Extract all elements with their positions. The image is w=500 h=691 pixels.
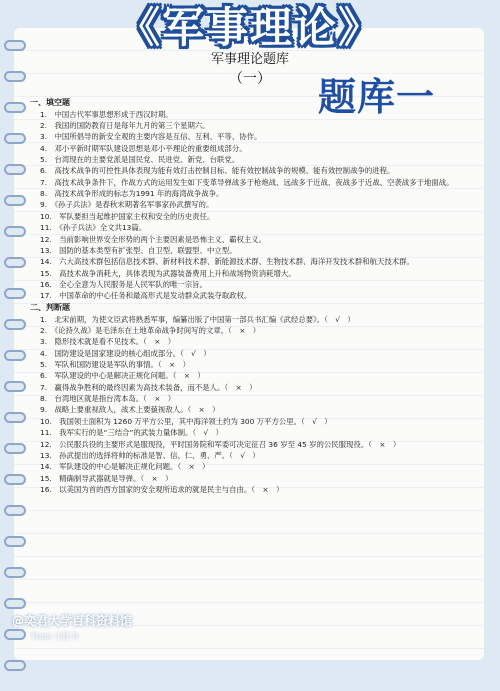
spiral-ring-icon [4, 133, 26, 144]
spiral-ring-icon [4, 71, 26, 82]
handwritten-annotation: 题库一 [318, 74, 436, 119]
question-item: 12. 当前影响世界安全形势的两个主要因素是恐怖主义、霸权主义。 [40, 234, 267, 244]
document-subtitle: （一） [229, 71, 271, 87]
question-item: 8. 台湾地区就是指台湾本岛。（ × ） [40, 394, 176, 404]
spiral-ring-icon [4, 164, 26, 175]
section-heading-true-false: 二、判断题 [30, 303, 70, 313]
question-item: 7. 高技术战争条件下，作战方式的运用发生如下变革导弹战多于枪炮战、远战多于近战、夜战多于近战、空袭战多于地面战。 [40, 177, 454, 187]
watermark-author: @奕君大学百科资料馆 [12, 614, 133, 628]
spiral-ring-icon [4, 567, 26, 578]
question-item: 8. 高技术战争形成的标志为1991 年的海湾战争战争。 [40, 189, 224, 199]
question-item: 6. 高技术战争的可控性具体表现为能有效打击控制目标、能有效控制战争的规模、能有效控制战争的进程。 [40, 166, 395, 176]
spiral-ring-icon [4, 257, 26, 268]
question-item: 9. 《孙子兵法》是春秋末期著名军事家孙武撰写的。 [40, 200, 214, 210]
question-item: 3. 中国所倡导的新安全观的主要内容是互信、互利、平等、协作。 [40, 132, 262, 142]
question-item: 11. 我军实行的是“三结合”的武装力量体制。（ √ ） [40, 428, 224, 438]
spiral-ring-icon [4, 102, 26, 113]
question-item: 14. 军队建设的中心是解决正规化问题。（ × ） [40, 462, 210, 472]
question-item: 3. 隐形技术就是看不见技术。（ × ） [40, 337, 176, 347]
spiral-ring-icon [4, 536, 26, 547]
question-item: 5. 台湾现在的主要党派是国民党、民进党、新党、台联党。 [40, 154, 240, 164]
question-item: 1. 北宋前期，为使文臣武将熟悉军事，编纂出版了中国第一部兵书汇编《武经总要》。（ √ ） [40, 314, 355, 324]
watermark-source: From 小红书 [32, 632, 79, 641]
spiral-ring-icon [4, 288, 26, 299]
question-item: 17. 中国革命的中心任务和最高形式是发动群众武装夺取政权。 [40, 291, 252, 301]
question-item: 6. 军队建设的中心是解决正规化问题。（ × ） [40, 371, 205, 381]
spiral-ring-icon [4, 195, 26, 206]
spiral-ring-icon [4, 443, 26, 454]
question-item: 4. 国防建设是国家建设的核心组成部分。（ √ ） [40, 348, 211, 358]
spiral-ring-icon [4, 505, 26, 516]
question-item: 15. 高技术战争消耗大，具体表现为武器装备费用上升和战场物资消耗增大。 [40, 268, 296, 278]
question-item: 10. 军队要担当起维护国家主权和安全的历史责任。 [40, 211, 215, 221]
banner-title: 《军事理论》 [117, 3, 382, 52]
question-item: 5. 军队和国防建设是军队的事情。（ × ） [40, 360, 190, 370]
question-item: 2. 我国的国防教育日是每年九月的第三个星期六。 [40, 120, 210, 130]
spiral-ring-icon [4, 381, 26, 392]
spiral-binding [4, 40, 24, 691]
spiral-ring-icon [4, 629, 26, 640]
question-item: 11. 《孙子兵法》全文共13篇。 [40, 223, 147, 233]
section-heading-fill-in: 一、填空题 [30, 98, 70, 107]
question-item: 9. 战略上要重视敌人，战术上要藐视敌人。（ × ） [40, 405, 220, 415]
question-item: 15. 精确制导武器就是导弹。（ × ） [40, 473, 173, 483]
spiral-ring-icon [4, 350, 26, 361]
question-item: 12. 公民服兵役的主要形式是服现役，平时国务院和军委可决定征召 36 岁至 45 岁的公民服现役。（ × ） [40, 439, 401, 449]
question-item: 16. 以美国为首的西方国家的安全观所追求的就是民主与自由。（ × ） [40, 485, 284, 494]
question-item: 1. 中国古代军事思想形成于西汉时期。 [40, 109, 173, 119]
question-item: 13. 国防的基本类型有扩张型、自卫型、联盟型、中立型。 [40, 245, 237, 255]
spiral-ring-icon [4, 412, 26, 423]
spiral-ring-icon [4, 660, 26, 671]
question-item: 2. 《论持久战》是毛泽东在土地革命战争时间写的文章。（ × ） [40, 325, 261, 335]
question-item: 7. 赢得战争胜利的最终因素为高技术装备，而不是人。（ × ） [40, 382, 257, 392]
spiral-ring-icon [4, 226, 26, 237]
spiral-ring-icon [4, 319, 26, 330]
question-item: 4. 邓小平新时期军队建设思想是邓小平理论的重要组成部分。 [40, 143, 247, 153]
question-content [30, 96, 478, 496]
question-item: 10. 我国领土面积为 1260 万平方公里，其中海洋领土约为 300 万平方公里。（ √ ） [40, 416, 332, 426]
question-item: 16. 全心全意为人民服务是人民军队的唯一宗旨。 [40, 279, 207, 289]
question-item: 14. 六大高技术群包括信息技术群、新材料技术群、新能源技术群、生物技术群、海洋开发技术群和航天技术群。 [40, 257, 414, 267]
spiral-ring-icon [4, 474, 26, 485]
document-title: 军事理论题库 [210, 52, 289, 67]
spiral-ring-icon [4, 598, 26, 609]
question-item: 13. 孙武提出的选择将帅的标准是智、信、仁、勇、严。（ √ ） [40, 450, 260, 460]
